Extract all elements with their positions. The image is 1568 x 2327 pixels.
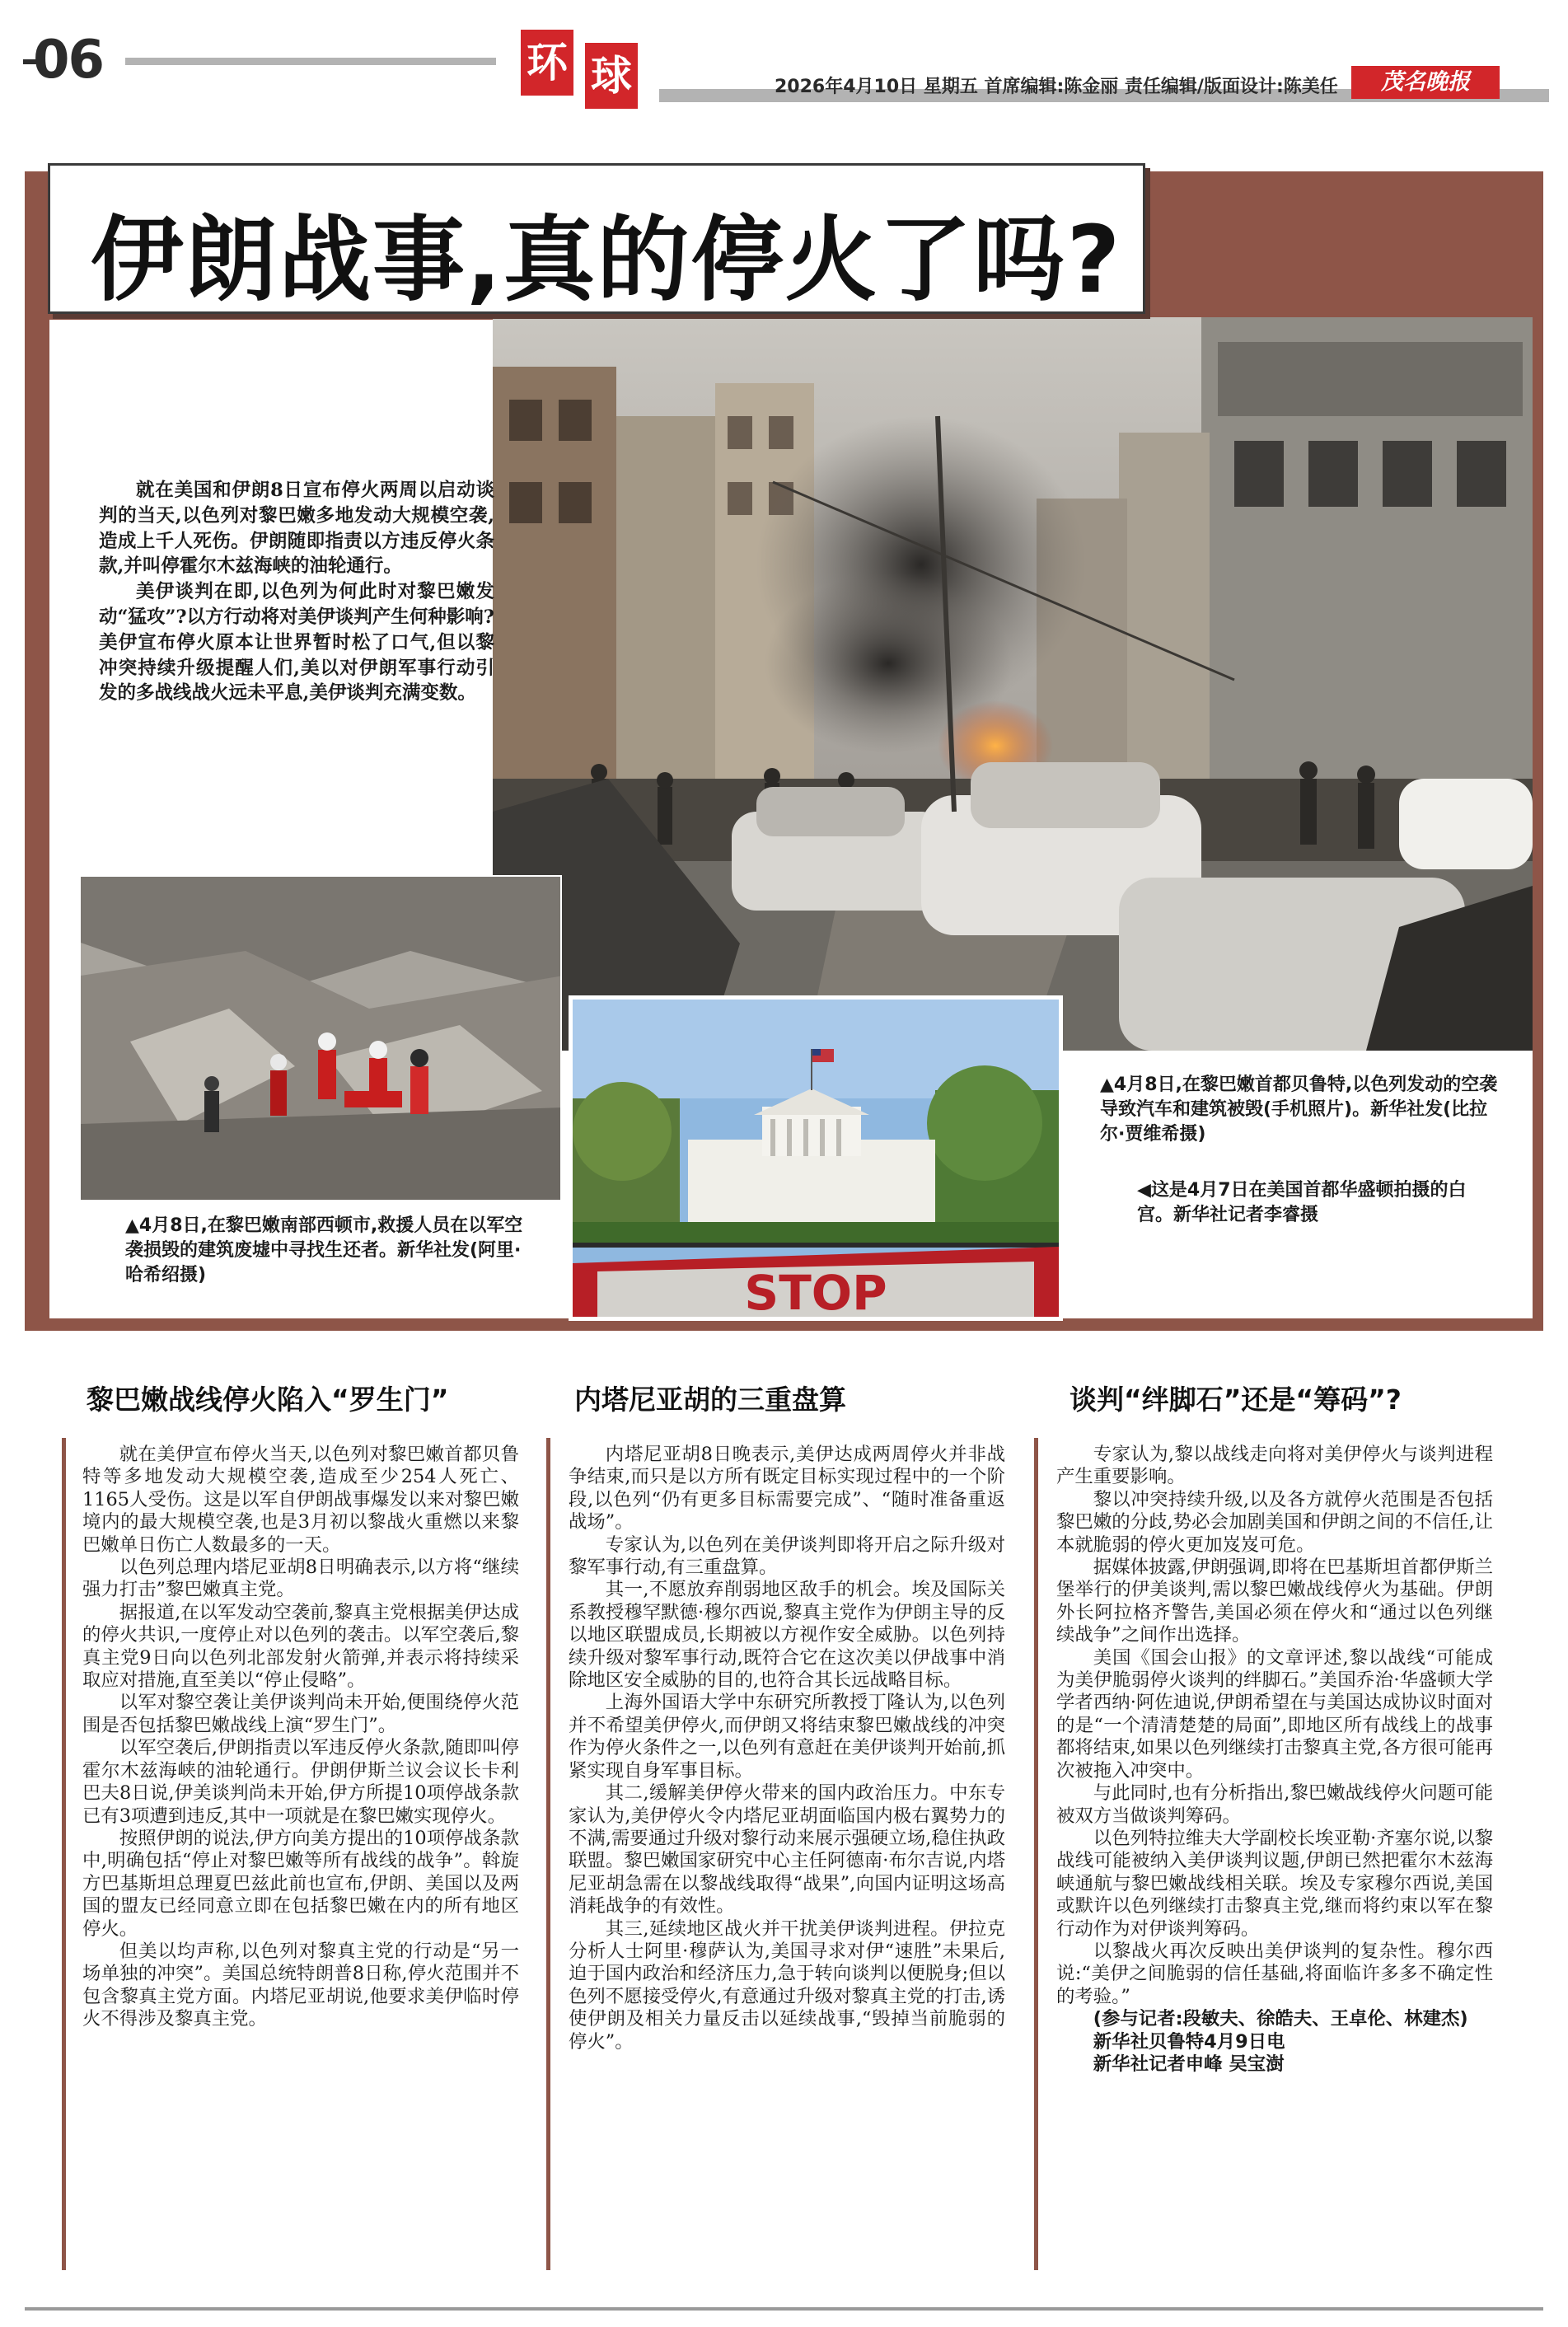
article-3-title: 谈判“绊脚石”还是“筹码”?: [1070, 1384, 1402, 1416]
article-1-title: 黎巴嫩战线停火陷入“罗生门”: [87, 1384, 449, 1416]
byline: 新华社记者申峰 吴宝澍: [1093, 2053, 1285, 2075]
lead-text: [99, 478, 494, 706]
caption-white-house: ◀这是4月7日在美国首都华盛顿拍摄的白宫。新华社记者李睿摄: [1137, 1180, 1467, 1225]
article-paragraph: 上海外国语大学中东研究所教授丁隆认为,以色列并不希望美伊停火,而伊朗又将结束黎巴嫩战线的冲突作为停火条件之一,以色列有意赶在美伊谈判开始前,抓紧实现自身军事目标。: [569, 1692, 1005, 1782]
article-paragraph: 其二,缓解美伊停火带来的国内政治压力。中东专家认为,美伊停火令内塔尼亚胡面临国内极右翼势力的不满,需要通过升级对黎行动来展示强硬立场,稳住执政联盟。黎巴嫩国家研究中心主任阿德南·布尔吉说,内塔尼亚胡急需在以黎战线取得“战果”,向国内证明这场高消耗战争的有效性。: [569, 1782, 1005, 1917]
article-paragraph: 据媒体披露,伊朗强调,即将在巴基斯坦首都伊斯兰堡举行的伊美谈判,需以黎巴嫩战线停火为基础。伊朗外长阿拉格齐警告,美国必须在停火和“通过以色列继续战争”之间作出选择。: [1056, 1557, 1493, 1646]
article-3-body: [1056, 1444, 1493, 2076]
page-number: 06: [33, 30, 104, 91]
section-label-2: 球: [585, 43, 638, 109]
article-paragraph: 以军对黎空袭让美伊谈判尚未开始,便围绕停火范围是否包括黎巴嫩战线上演“罗生门”。: [82, 1692, 519, 1736]
caption-beirut: ▲4月8日,在黎巴嫩首都贝鲁特,以色列发动的空袭导致汽车和建筑被毁(手机照片)。新华社发(比拉尔·贾维希摄): [1100, 1075, 1498, 1145]
article-paragraph: 其一,不愿放弃削弱地区敌手的机会。埃及国际关系教授穆罕默德·穆尔西说,黎真主党作为伊朗主导的反以地区联盟成员,长期被以方视作安全威胁。以色列持续升级对黎军事行动,既符合它在这次美以伊战事中消除地区安全威胁的目的,也符合其长远战略目标。: [569, 1579, 1005, 1692]
article-3-accent-bar: [1034, 1438, 1038, 2270]
section-label-1: 环: [521, 30, 573, 96]
lead-paragraph: 美伊谈判在即,以色列为何此时对黎巴嫩发动“猛攻”?以方行动将对美伊谈判产生何种影响?美伊宣布停火原本让世界暂时松了口气,但以黎冲突持续升级提醒人们,美以对伊朗军事行动引发的多战线战火远未平息,美伊谈判充满变数。: [99, 581, 494, 705]
sidon-rescue-photo: [79, 875, 562, 1201]
article-paragraph: 以军空袭后,伊朗指责以军违反停火条款,随即叫停霍尔木兹海峡的油轮通行。伊朗伊斯兰议会议长卡利巴夫8日说,伊美谈判尚未开始,伊方所提10项停战条款已有3项遭到违反,其中一项就是在黎巴嫩实现停火。: [82, 1737, 519, 1827]
article-paragraph: 专家认为,黎以战线走向将对美伊停火与谈判进程产生重要影响。: [1056, 1444, 1493, 1488]
bottom-rule: [25, 2307, 1543, 2311]
lead-paragraph: 就在美国和伊朗8日宣布停火两周以启动谈判的当天,以色列对黎巴嫩多地发动大规模空袭,造成上千人死伤。伊朗随即指责以方违反停火条款,并叫停霍尔木兹海峡的油轮通行。: [99, 480, 494, 578]
article-paragraph: 就在美伊宣布停火当天,以色列对黎巴嫩首都贝鲁特等多地发动大规模空袭,造成至少254人死亡、1165人受伤。这是以军自伊朗战事爆发以来对黎巴嫩境内的最大规模空袭,也是3月初以黎战火重燃以来黎巴嫩单日伤亡人数最多的一天。: [82, 1444, 519, 1556]
article-paragraph: 与此同时,也有分析指出,黎巴嫩战线停火问题可能被双方当做谈判筹码。: [1056, 1782, 1493, 1827]
article-paragraph: 专家认为,以色列在美伊谈判即将开启之际升级对黎军事行动,有三重盘算。: [569, 1533, 1005, 1579]
contributing-reporters: (参与记者:段敏夫、徐皓夫、王卓伦、林建杰): [1093, 2008, 1468, 2030]
article-2-accent-bar: [546, 1438, 550, 2270]
header-rule-left: [125, 58, 496, 65]
article-paragraph: 以色列总理内塔尼亚胡8日明确表示,以方将“继续强力打击”黎巴嫩真主党。: [82, 1557, 519, 1601]
article-paragraph: 但美以均声称,以色列对黎真主党的行动是“另一场单独的冲突”。美国总统特朗普8日称,停火范围并不包含黎真主党方面。内塔尼亚胡说,他要求美伊临时停火不得涉及黎真主党。: [82, 1940, 519, 2030]
issue-meta: 2026年4月10日 星期五 首席编辑:陈金丽 责任编辑/版面设计:陈美任: [775, 77, 1338, 97]
article-paragraph: 以色列特拉维夫大学副校长埃亚勒·齐塞尔说,以黎战线可能被纳入美伊谈判议题,伊朗已然把霍尔木兹海峡通航与黎巴嫩战线相关联。埃及专家穆尔西说,美国或默许以色列继续打击黎真主党,继而将约束以军在黎行动作为对伊谈判筹码。: [1056, 1827, 1493, 1940]
article-2-title: 内塔尼亚胡的三重盘算: [574, 1384, 846, 1416]
beirut-airstrike-photo: [493, 317, 1533, 1051]
article-paragraph: 据报道,在以军发动空袭前,黎真主党根据美伊达成的停火共识,一度停止对以色列的袭击。以军空袭后,黎真主党9日向以色列北部发射火箭弹,并表示将持续采取应对措施,直至美以“停止侵略”。: [82, 1601, 519, 1692]
article-paragraph: 美国《国会山报》的文章评述,黎以战线“可能成为美伊脆弱停火谈判的绊脚石。”美国乔治·华盛顿大学学者西纳·阿佐迪说,伊朗希望在与美国达成协议时面对的是“一个清清楚楚的局面”,即地区所有战线上的战事都将结束,如果以色列继续打击黎真主党,各方很可能再次被拖入冲突中。: [1056, 1646, 1493, 1782]
article-paragraph: 黎以冲突持续升级,以及各方就停火范围是否包括黎巴嫩的分歧,势必会加剧美国和伊朗之间的不信任,让本就脆弱的停火更加岌岌可危。: [1056, 1488, 1493, 1556]
white-house-photo: [569, 995, 1063, 1321]
article-1-accent-bar: [62, 1438, 66, 2270]
stop-sign-text: STOP: [744, 1265, 887, 1317]
article-paragraph: 以黎战火再次反映出美伊谈判的复杂性。穆尔西说:“美伊之间脆弱的信任基础,将面临许多多不确定性的考验。”: [1056, 1940, 1493, 2007]
dateline: 新华社贝鲁特4月9日电: [1093, 2030, 1285, 2053]
article-1-body: [82, 1444, 519, 2031]
headline: 伊朗战事,真的停火了吗?: [91, 207, 1122, 314]
article-2-body: [569, 1444, 1005, 2053]
article-paragraph: 其三,延续地区战火并干扰美伊谈判进程。伊拉克分析人士阿里·穆萨认为,美国寻求对伊“速胜”未果后,迫于国内政治和经济压力,急于转向谈判以便脱身;但以色列不愿接受停火,有意通过升级对黎真主党的打击,诱使伊朗及相关力量反击以延续战事,“毁掉当前脆弱的停火”。: [569, 1917, 1005, 2053]
article-paragraph: 内塔尼亚胡8日晚表示,美伊达成两周停火并非战争结束,而只是以方所有既定目标实现过程中的一个阶段,以色列“仍有更多目标需要完成”、“随时准备重返战场”。: [569, 1444, 1005, 1533]
caption-rescue: ▲4月8日,在黎巴嫩南部西顿市,救援人员在以军空袭损毁的建筑废墟中寻找生还者。新华社发(阿里·哈希绍摄): [125, 1215, 523, 1285]
article-paragraph: 按照伊朗的说法,伊方向美方提出的10项停战条款中,明确包括“停止对黎巴嫩等所有战线的战争”。斡旋方巴基斯坦总理夏巴兹此前也宣布,伊朗、美国以及两国的盟友已经同意立即在包括黎巴嫩在内的所有地区停火。: [82, 1827, 519, 1940]
newspaper-brand-logo: 茂名晚报: [1351, 66, 1500, 99]
